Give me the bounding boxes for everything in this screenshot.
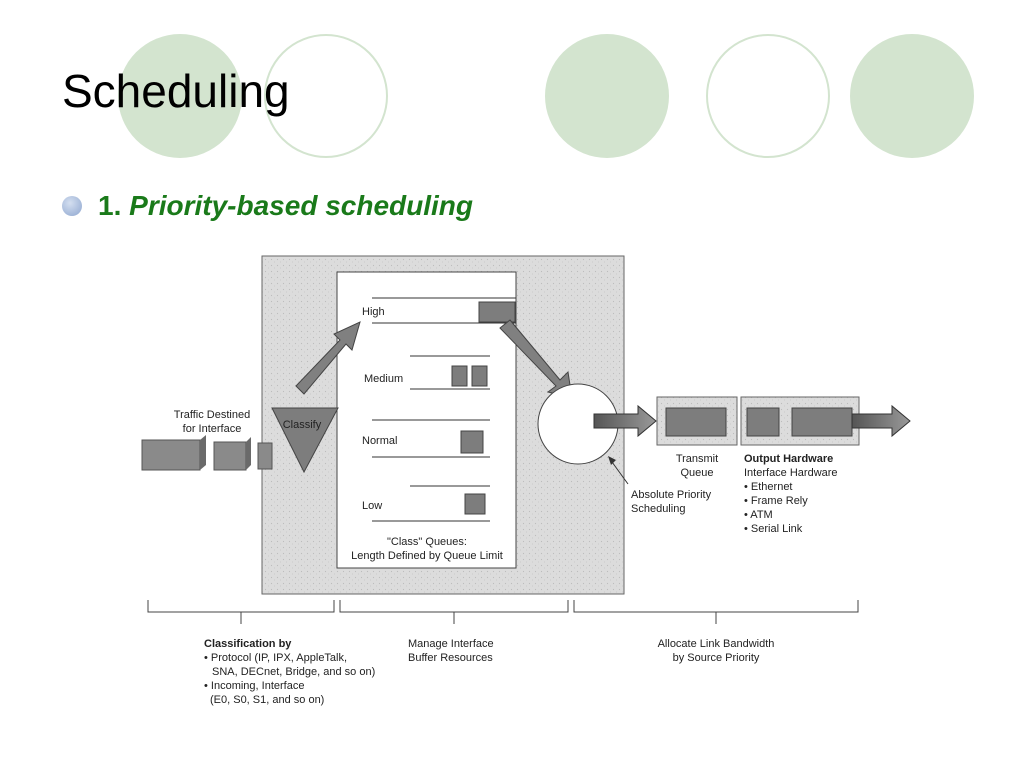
allocate-line: Allocate Link Bandwidth — [657, 638, 775, 650]
incoming-packet — [142, 435, 206, 470]
bullet-number: 1. — [98, 190, 122, 221]
scheduler-label-line-2: Scheduling — [631, 503, 686, 515]
classification-line: (E0, S0, S1, and so on) — [210, 694, 325, 706]
classification-line: SNA, DECnet, Bridge, and so on) — [212, 666, 376, 678]
queue-label-low: Low — [362, 500, 383, 512]
queue-label-normal: Normal — [362, 435, 398, 447]
classify-label: Classify — [282, 419, 322, 431]
queue-label-high: High — [362, 306, 385, 318]
output-item: • Ethernet — [744, 481, 793, 493]
incoming-packet — [214, 437, 251, 470]
output-item: • ATM — [744, 509, 773, 521]
queues-caption-line-2: Length Defined by Queue Limit — [351, 550, 503, 562]
classification-line: • Protocol (IP, IPX, AppleTalk, — [204, 652, 348, 664]
queues-caption-line-1: "Class" Queues: — [387, 536, 467, 548]
traffic-label-line-1: Traffic Destined — [173, 409, 251, 421]
bracket-allocate — [574, 600, 858, 624]
incoming-packet — [258, 443, 272, 469]
traffic-label-line-2: for Interface — [182, 423, 242, 435]
classification-line: • Incoming, Interface — [204, 680, 305, 692]
output-item: • Serial Link — [744, 523, 803, 535]
classification-title: Classification by — [204, 638, 292, 650]
outgoing-arrow-icon — [852, 406, 910, 436]
bullet-label: Priority-based scheduling — [129, 190, 473, 221]
transmit-label-line-2: Queue — [680, 467, 714, 479]
manage-line: Buffer Resources — [408, 652, 493, 664]
transmit-label-line-1: Transmit — [675, 453, 719, 465]
bracket-classification — [148, 600, 334, 624]
bracket-manage — [340, 600, 568, 624]
allocate-line: by Source Priority — [672, 652, 760, 664]
output-hardware-title: Output Hardware — [744, 453, 834, 465]
queue-label-medium: Medium — [364, 373, 404, 385]
output-item: • Frame Rely — [744, 495, 808, 507]
output-hardware-subtitle: Interface Hardware — [744, 467, 838, 479]
slide-title: Scheduling — [62, 65, 290, 117]
manage-line: Manage Interface — [408, 638, 494, 650]
scheduler-label-line-1: Absolute Priority — [631, 489, 712, 501]
